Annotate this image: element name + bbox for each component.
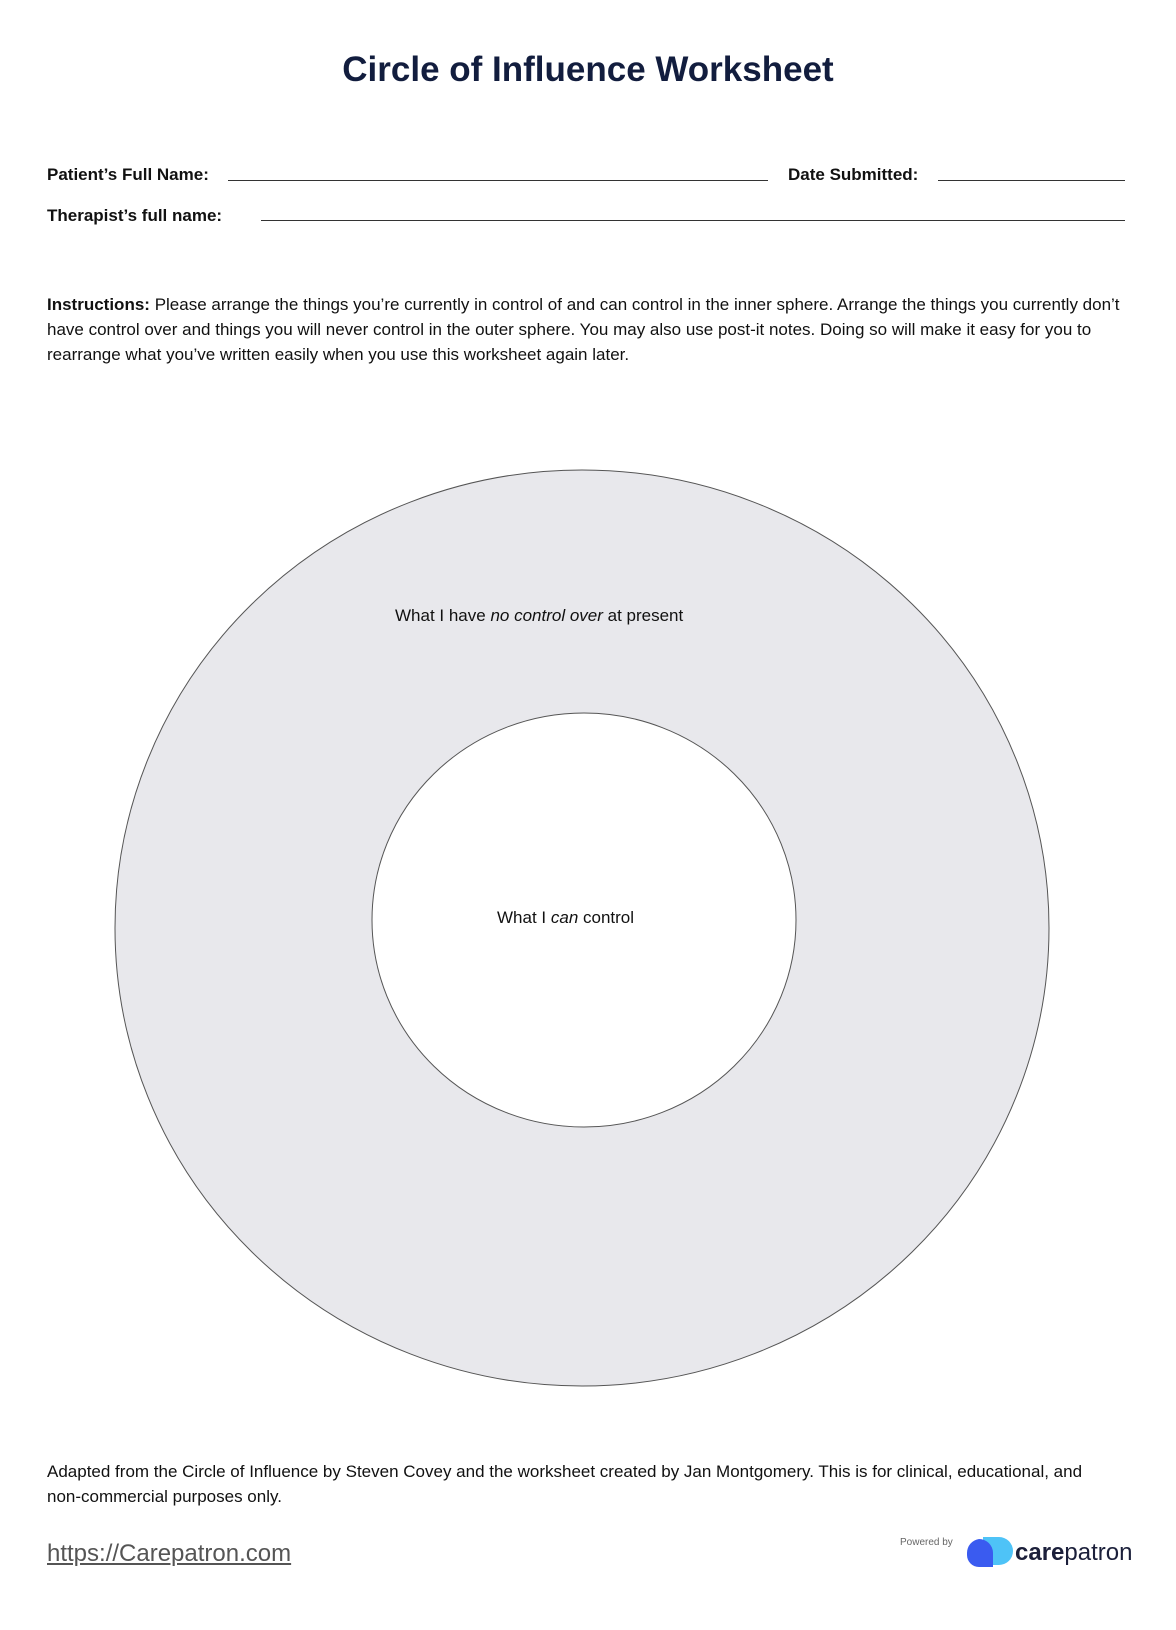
brand-rest: patron — [1064, 1539, 1133, 1566]
page-title: Circle of Influence Worksheet — [342, 50, 834, 89]
inner-label-before: What I — [497, 908, 551, 927]
inner-label-after: control — [578, 908, 635, 927]
outer-label-before: What I have — [395, 606, 491, 625]
outer-label-emphasis: no control over — [490, 606, 603, 625]
patient-name-label: Patient’s Full Name: — [47, 165, 209, 184]
therapist-name-label: Therapist’s full name: — [47, 206, 223, 225]
outer-circle-label — [395, 606, 683, 626]
carepatron-logo-icon — [965, 1535, 1013, 1569]
outer-label-after: at present — [602, 606, 684, 625]
inner-label-emphasis: can — [550, 908, 579, 927]
date-submitted-label: Date Submitted: — [788, 165, 919, 184]
powered-by-label: Powered by — [900, 1537, 953, 1548]
inner-circle-label — [497, 908, 634, 928]
instructions-lead: Instructions: — [47, 295, 150, 314]
instructions-text: Please arrange the things you’re currently in control of and can control in the inner sphere. Arrange the things you currently don’t have control over and things you will never control in the outer sphere. You may also use post-it notes. Doing so will make it easy for you to rearrange what you’ve written easily when you use this worksheet again later. — [47, 295, 1120, 364]
carepatron-wordmark — [1015, 1539, 1132, 1567]
attribution-note: Adapted from the Circle of Influence by Steven Covey and the worksheet created by Jan Montgomery. This is for clinical, educational, and non-commercial purposes only. — [47, 1462, 1083, 1506]
brand-bold: care — [1015, 1539, 1065, 1566]
carepatron-link[interactable]: https://Carepatron.com — [47, 1540, 292, 1567]
